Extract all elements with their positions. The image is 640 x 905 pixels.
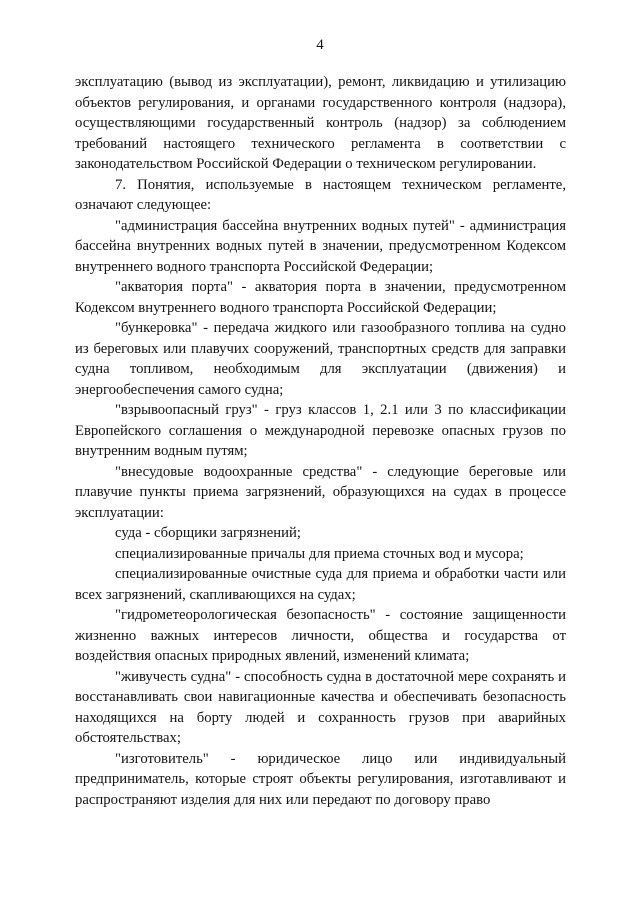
- definition-explosive-cargo: "взрывоопасный груз" - груз классов 1, 2.1 или 3 по классификации Европейского соглашения о международной перевозке опасных грузов по внутренним водным путям;: [75, 402, 566, 459]
- paragraph-item-7: 7. Понятия, используемые в настоящем техническом регламенте, означают следующее:: [75, 176, 566, 213]
- definition-ship-survivability: "живучесть судна" - способность судна в достаточной мере сохранять и восстанавливать свои навигационные качества и обеспечивать безопасность находящихся на борту людей и сохранность грузов при аварийных обстоятельствах;: [75, 668, 566, 746]
- body-text: [75, 72, 566, 810]
- definition-bunkering: "бункеровка" - передача жидкого или газообразного топлива на судно из береговых или плавучих сооружений, транспортных средств для заправки судна топливом, необходимым для эксплуатации (движения) и энергообеспечения самого судна;: [75, 320, 566, 398]
- definition-manufacturer: "изготовитель" - юридическое лицо или индивидуальный предприниматель, которые строят объекты регулирования, изготавливают и распространяют изделия для них или передают по договору право: [75, 750, 566, 808]
- definition-basin-administration: "администрация бассейна внутренних водных путей" - администрация бассейна внутренних водных путей в значении, предусмотренном Кодексом внутреннего водного транспорта Российской Федерации;: [75, 217, 566, 275]
- list-item-treatment-vessels: специализированные очистные суда для приема и обработки части или всех загрязнений, скапливающихся на судах;: [75, 566, 566, 603]
- definition-offboard-water-protection: "внесудовые водоохранные средства" - следующие береговые или плавучие пункты приема загрязнений, образующихся на судах в процессе эксплуатации:: [75, 463, 566, 521]
- definition-hydrometeorological-safety: "гидрометеорологическая безопасность" - состояние защищенности жизненно важных интересов личности, общества и государства от воздействия опасных природных явлений, изменений климата;: [75, 607, 566, 664]
- page-number: 4: [316, 37, 324, 53]
- list-item-specialized-berths: специализированные причалы для приема сточных вод и мусора;: [115, 545, 524, 562]
- list-item-collector-vessels: суда - сборщики загрязнений;: [115, 525, 301, 541]
- paragraph-continuation: эксплуатацию (вывод из эксплуатации), ремонт, ликвидацию и утилизацию объектов регулирования, и органами государственного контроля (надзора), осуществляющими государственный контроль (надзор) за соблюдением требований настоящего технического регламента в соответствии с законодательством Российской Федерации о техническом регулировании.: [75, 74, 566, 172]
- definition-port-water-area: "акватория порта" - акватория порта в значении, предусмотренном Кодексом внутреннего водного транспорта Российской Федерации;: [75, 279, 566, 316]
